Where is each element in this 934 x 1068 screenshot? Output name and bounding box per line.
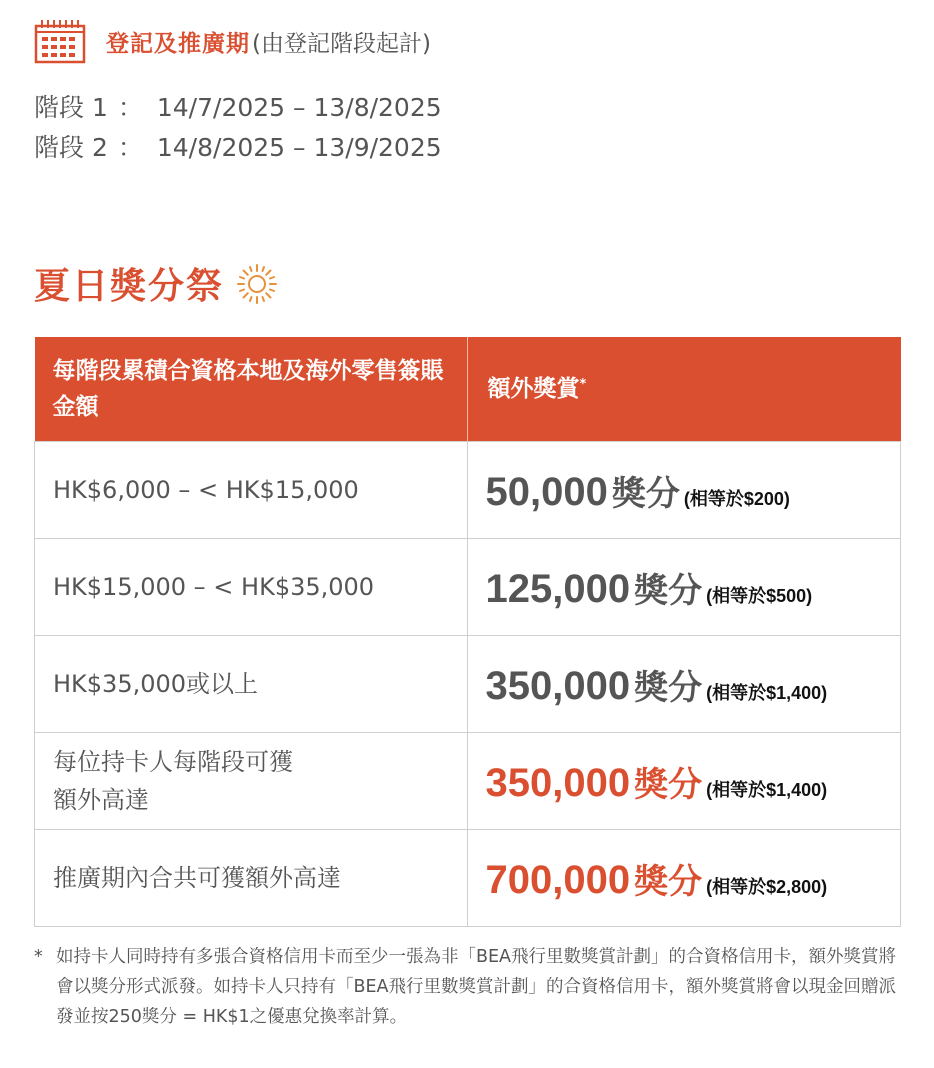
stage-colon: ： [117, 93, 143, 122]
calendar-icon [34, 18, 86, 64]
footnote-mark: * [34, 947, 43, 967]
points-equivalent: (相等於$1,400) [706, 682, 828, 703]
summer-title: 夏日獎分祭 [34, 266, 225, 307]
header-reward-mark: * [579, 377, 587, 392]
points-unit: 獎分 [634, 765, 703, 804]
points-equivalent: (相等於$500) [706, 585, 813, 606]
spend-cell: 推廣期內合共可獲額外高達 [35, 830, 468, 927]
reward-cell [467, 830, 901, 927]
stage-2 [34, 128, 442, 168]
stage-label: 階段 2 [34, 133, 108, 162]
registration-note: (由登記階段起計) [252, 30, 431, 57]
points-unit: 獎分 [611, 474, 680, 513]
header-reward [467, 337, 901, 442]
spend-cell: HK$35,000或以上 [35, 636, 468, 733]
stage-range: 14/7/2025 – 13/8/2025 [156, 93, 442, 122]
reward-cell [467, 636, 901, 733]
spend-cell [35, 733, 468, 830]
points-unit: 獎分 [634, 862, 703, 901]
footnote [34, 942, 904, 1032]
points-unit: 獎分 [634, 571, 703, 610]
stage-list [34, 88, 442, 168]
table-row [35, 539, 901, 636]
reward-cell [467, 539, 901, 636]
points-unit: 獎分 [634, 668, 703, 707]
stage-colon: ： [117, 133, 143, 162]
points-value: 350,000 [485, 760, 631, 805]
stage-label: 階段 1 [34, 93, 108, 122]
points-value: 50,000 [485, 469, 608, 514]
stage-range: 14/8/2025 – 13/9/2025 [156, 133, 442, 162]
header-spend: 每階段累積合資格本地及海外零售簽賬金額 [35, 337, 468, 442]
header-reward-label: 額外獎賞 [487, 376, 580, 402]
table-row [35, 830, 901, 927]
rewards-table [34, 337, 901, 927]
points-value: 700,000 [485, 857, 631, 902]
sun-icon [234, 261, 280, 307]
points-value: 125,000 [485, 566, 631, 611]
points-equivalent: (相等於$2,800) [706, 876, 828, 897]
footnote-text: 如持卡人同時持有多張合資格信用卡而至少一張為非「BEA飛行里數獎賞計劃」的合資格信用卡，額外獎賞將會以獎分形式派發。如持卡人只持有「BEA飛行里數獎賞計劃」的合資格信用卡，額外獎賞將會以現金回贈派發並按250獎分 = HK$1之優惠兌換率計算。 [56, 947, 897, 1027]
spend-text: 每位持卡人每階段可獲額外高達 [53, 748, 293, 814]
points-equivalent: (相等於$200) [683, 488, 790, 509]
table-header-row [35, 337, 901, 442]
points-value: 350,000 [485, 663, 631, 708]
table-row [35, 733, 901, 830]
table-row [35, 442, 901, 539]
reward-cell [467, 733, 901, 830]
registration-title: 登記及推廣期 [106, 30, 250, 57]
reward-cell [467, 442, 901, 539]
spend-cell: HK$6,000 – < HK$15,000 [35, 442, 468, 539]
stage-1 [34, 88, 442, 128]
summer-heading [34, 258, 280, 309]
points-equivalent: (相等於$1,400) [706, 779, 828, 800]
registration-header [34, 18, 431, 64]
table-row [35, 636, 901, 733]
spend-cell: HK$15,000 – < HK$35,000 [35, 539, 468, 636]
